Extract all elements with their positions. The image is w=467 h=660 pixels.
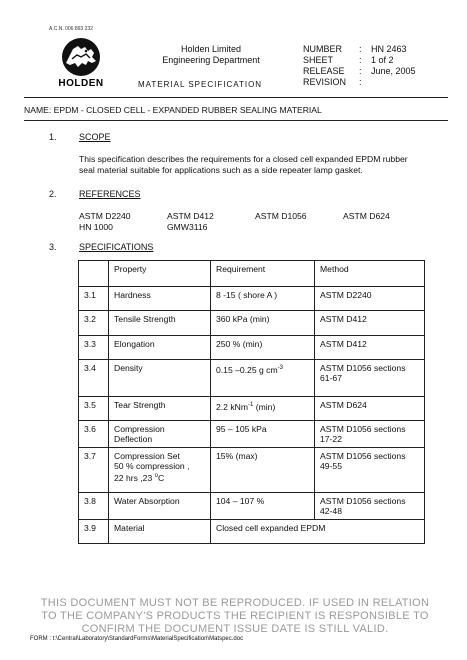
property-line: 50 % compression ,: [114, 461, 190, 471]
property-unit: C: [157, 472, 165, 483]
section-title-specifications: SPECIFICATIONS: [79, 242, 154, 252]
header-field-release: [303, 66, 416, 77]
row-requirement: 360 kPa (min): [211, 311, 315, 336]
row-property: Tensile Strength: [109, 311, 211, 336]
row-number: 3.5: [79, 397, 109, 421]
table-header-row: [79, 261, 425, 287]
header-center: [136, 44, 286, 66]
row-requirement: 8 -15 ( shore A ): [211, 287, 315, 311]
row-method: ASTM D1056 sections 42-48: [315, 493, 425, 520]
row-number: 3.8: [79, 493, 109, 520]
row-property: Compression Deflection: [109, 421, 211, 448]
field-colon: :: [359, 44, 362, 54]
row-number: 3.7: [79, 448, 109, 493]
requirement-text: 0.15 –0.25 g cm: [216, 364, 278, 375]
holden-logo: [50, 37, 112, 89]
header-cell: Property: [109, 261, 211, 287]
field-label: SHEET: [303, 55, 334, 65]
field-value: HN 2463: [371, 44, 407, 54]
header-cell: [79, 261, 109, 287]
field-colon: :: [359, 55, 362, 65]
field-label: NUMBER: [303, 44, 343, 54]
table-row: [79, 421, 425, 448]
table-row: [79, 493, 425, 520]
header-field-revision: [303, 77, 416, 88]
section-title-references: REFERENCES: [79, 189, 141, 199]
row-number: 3.2: [79, 311, 109, 336]
degree-sign: o: [154, 473, 158, 479]
reference-item: HN 1000: [79, 222, 113, 232]
row-number: 3.1: [79, 287, 109, 311]
row-requirement: Closed cell expanded EPDM: [211, 520, 425, 544]
row-property: Density: [109, 360, 211, 397]
property-line: [114, 471, 205, 483]
row-method: ASTM D1056 sections 49-55: [315, 448, 425, 493]
disclaimer: [30, 597, 440, 636]
row-number: 3.3: [79, 336, 109, 360]
property-line: Compression Set: [114, 451, 180, 461]
table-row: [79, 287, 425, 311]
logo-wordmark: HOLDEN: [58, 78, 104, 89]
form-path: FORM : t:\Central\Laboratory\StandardForms\MaterialSpecification\Matspec.doc: [30, 636, 244, 642]
references-list: [79, 211, 399, 233]
disclaimer-line: THIS DOCUMENT MUST NOT BE REPRODUCED. IF USED IN RELATION: [40, 597, 430, 609]
row-method: ASTM D624: [315, 397, 425, 421]
disclaimer-line: CONFIRM THE DOCUMENT ISSUE DATE IS STILL VALID.: [81, 623, 389, 635]
row-property: Elongation: [109, 336, 211, 360]
field-label: RELEASE: [303, 66, 345, 76]
row-requirement: 104 – 107 %: [211, 493, 315, 520]
section-number: 1.: [49, 132, 57, 142]
spec-table: [78, 260, 425, 544]
row-property: Material: [109, 520, 211, 544]
table-row: [79, 397, 425, 421]
section-title-scope: SCOPE: [79, 132, 111, 142]
unit-exponent: -1: [248, 402, 254, 408]
property-text: 22 hrs ,23: [114, 472, 155, 483]
row-number: 3.9: [79, 520, 109, 544]
field-label: REVISION: [303, 77, 347, 87]
row-property: Water Absorption: [109, 493, 211, 520]
header-cell: Requirement: [211, 261, 315, 287]
header-cell: Method: [315, 261, 425, 287]
requirement-suffix: (min): [253, 401, 276, 412]
field-colon: :: [359, 77, 362, 87]
requirement-text: 2.2 kNm: [216, 401, 248, 412]
table-row: [79, 360, 425, 397]
table-row: [79, 311, 425, 336]
scope-text: This specification describes the requirements for a closed cell expanded EPDM rubber seal material suitable for applications such as a side repeater lamp gasket.: [79, 154, 408, 175]
row-property: Tear Strength: [109, 397, 211, 421]
reference-item: ASTM D2240: [79, 211, 131, 221]
row-requirement: [211, 397, 315, 421]
field-value: 1 of 2: [371, 55, 394, 65]
row-number: 3.4: [79, 360, 109, 397]
holden-lion-icon: [50, 37, 112, 77]
row-method: ASTM D412: [315, 311, 425, 336]
table-row: [79, 448, 425, 493]
company-name: Holden Limited: [180, 44, 242, 54]
row-requirement: 95 – 105 kPa: [211, 421, 315, 448]
unit-exponent: -3: [277, 365, 283, 371]
row-requirement: 250 % (min): [211, 336, 315, 360]
row-method: ASTM D1056 sections 61-67: [315, 360, 425, 397]
header-field-sheet: [303, 55, 416, 66]
reference-item: ASTM D624: [343, 211, 390, 221]
name-divider: [24, 120, 448, 121]
row-method: ASTM D1056 sections 17-22: [315, 421, 425, 448]
section-number: 2.: [49, 189, 57, 199]
row-requirement: 15% (max): [211, 448, 315, 493]
header-fields: [303, 44, 416, 88]
row-method: ASTM D2240: [315, 287, 425, 311]
row-property: [109, 448, 211, 493]
department-name: Engineering Department: [162, 55, 260, 65]
row-property: Hardness: [109, 287, 211, 311]
field-colon: :: [359, 66, 362, 76]
reference-item: ASTM D412: [167, 211, 214, 221]
row-requirement: [211, 360, 315, 397]
table-row: [79, 520, 425, 544]
row-method: ASTM D412: [315, 336, 425, 360]
reference-item: ASTM D1056: [255, 211, 307, 221]
doc-type: MATERIAL SPECIFICATION: [138, 80, 263, 89]
header-field-number: [303, 44, 416, 55]
row-number: 3.6: [79, 421, 109, 448]
section-number: 3.: [49, 242, 57, 252]
reference-item: GMW3116: [167, 222, 208, 232]
material-name: NAME: EPDM - CLOSED CELL - EXPANDED RUBBER SEALING MATERIAL: [24, 105, 322, 115]
disclaimer-line: TO THE COMPANY'S PRODUCTS THE RECIPIENT IS RESPONSIBLE TO: [41, 610, 429, 622]
acn-number: A.C.N. 006 893 232: [49, 26, 93, 32]
table-row: [79, 336, 425, 360]
header-divider: [24, 97, 448, 98]
field-value: June, 2005: [371, 66, 416, 76]
